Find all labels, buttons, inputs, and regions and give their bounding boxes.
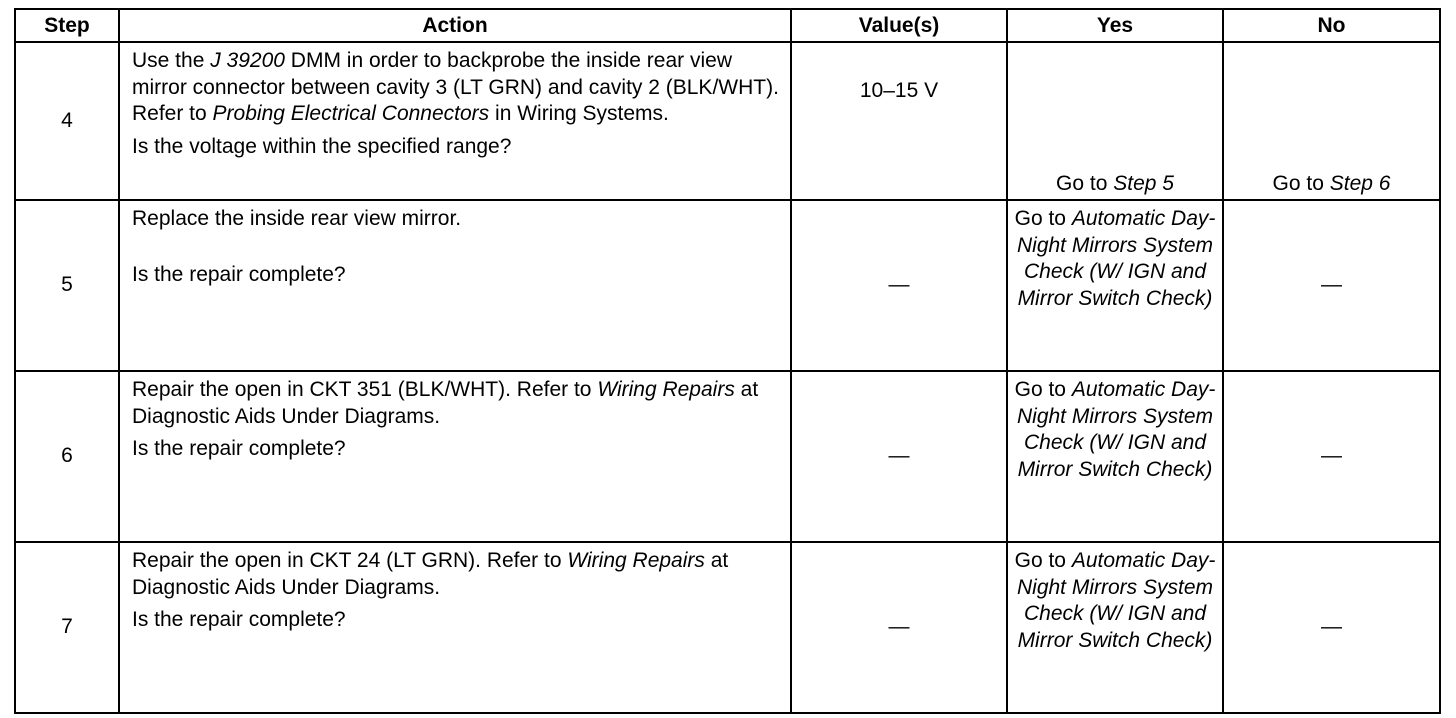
- action-question: Is the repair complete?: [132, 262, 346, 286]
- value-cell: —: [791, 371, 1007, 542]
- yes-cell: Go to Automatic Day-Night Mirrors System Check (W/ IGN and Mirror Switch Check): [1007, 371, 1223, 542]
- yes-cell: Go to Automatic Day-Night Mirrors System Check (W/ IGN and Mirror Switch Check): [1007, 200, 1223, 371]
- step-number: 5: [15, 200, 119, 371]
- value-cell: —: [791, 200, 1007, 371]
- no-cell: —: [1223, 200, 1440, 371]
- yes-cell: Go to Step 5: [1007, 42, 1223, 200]
- action-question: Is the voltage within the specified range?: [132, 134, 512, 158]
- step-number: 4: [15, 42, 119, 200]
- yes-cell: Go to Automatic Day-Night Mirrors System Check (W/ IGN and Mirror Switch Check): [1007, 542, 1223, 713]
- header-action: Action: [119, 9, 791, 42]
- value-cell: —: [791, 542, 1007, 713]
- no-cell: —: [1223, 371, 1440, 542]
- no-cell: Go to Step 6: [1223, 42, 1440, 200]
- action-cell: [119, 42, 791, 200]
- header-no: No: [1223, 9, 1440, 42]
- header-step: Step: [15, 9, 119, 42]
- tool-reference: J 39200: [210, 49, 285, 72]
- header-yes: Yes: [1007, 9, 1223, 42]
- yes-procedure-reference: Automatic Day-Night Mirrors System Check (W/ IGN and Mirror Switch Check): [1016, 378, 1216, 481]
- action-instruction: Repair the open in CKT 351 (BLK/WHT). Refer to Wiring Repairs at Diagnostic Aids Under Diagrams.: [132, 378, 759, 428]
- diagnostic-table: [14, 8, 1441, 714]
- action-question: Is the repair complete?: [132, 608, 346, 631]
- action-question: Is the repair complete?: [132, 437, 346, 460]
- action-cell: [119, 200, 791, 371]
- table-row: [15, 542, 1440, 713]
- header-values: Value(s): [791, 9, 1007, 42]
- action-instruction: Replace the inside rear view mirror.: [132, 207, 462, 230]
- doc-reference: Probing Electrical Connectors: [212, 102, 490, 125]
- doc-reference: Wiring Repairs: [597, 378, 735, 401]
- doc-reference: Wiring Repairs: [567, 549, 705, 572]
- action-instruction: Use the J 39200 DMM in order to backprobe the inside rear view mirror connector between cavity 3 (LT GRN) and cavity 2 (BLK/WHT). Refer to Probing Electrical Connectors in Wiring Systems.: [132, 49, 779, 125]
- table-row: [15, 42, 1440, 200]
- yes-procedure-reference: Automatic Day-Night Mirrors System Check (W/ IGN and Mirror Switch Check): [1016, 207, 1216, 310]
- header-row: [15, 9, 1440, 42]
- action-instruction: Repair the open in CKT 24 (LT GRN). Refer to Wiring Repairs at Diagnostic Aids Under Diagrams.: [132, 549, 729, 599]
- action-cell: [119, 542, 791, 713]
- yes-procedure-reference: Automatic Day-Night Mirrors System Check (W/ IGN and Mirror Switch Check): [1016, 549, 1216, 652]
- step-number: 7: [15, 542, 119, 713]
- value-cell: [791, 42, 1007, 200]
- no-step-reference: Step 6: [1329, 171, 1391, 195]
- yes-step-reference: Step 5: [1113, 171, 1174, 195]
- no-cell: —: [1223, 542, 1440, 713]
- action-cell: [119, 371, 791, 542]
- table-row: [15, 371, 1440, 542]
- step-number: 6: [15, 371, 119, 542]
- value-text: 10–15 V: [859, 78, 939, 102]
- table-row: [15, 200, 1440, 371]
